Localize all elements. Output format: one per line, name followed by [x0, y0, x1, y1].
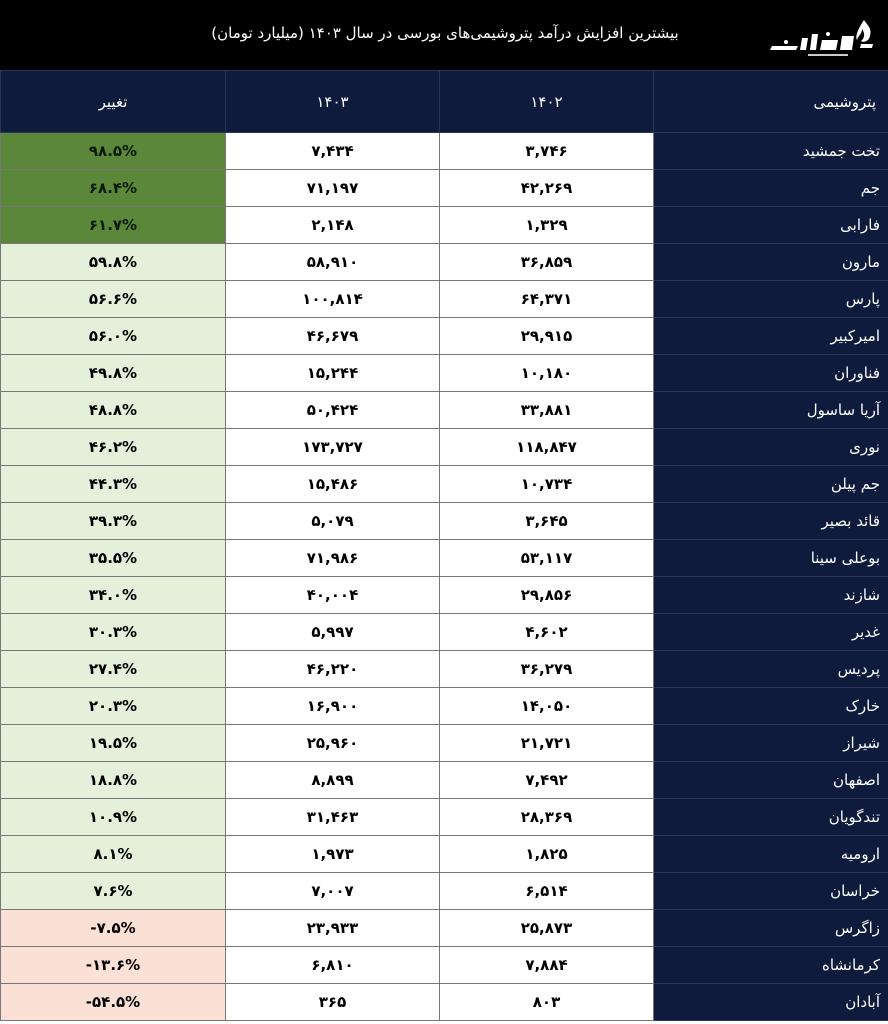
change-cell: ۳۵.۵% — [1, 540, 226, 577]
revenue-1403-cell: ۵۸,۹۱۰ — [226, 244, 440, 281]
revenue-1402-cell: ۳۶,۸۵۹ — [440, 244, 654, 281]
change-cell: ۳۹.۳% — [1, 503, 226, 540]
company-name-cell: خراسان — [654, 873, 888, 910]
column-header-1403: ۱۴۰۳ — [226, 71, 440, 133]
company-name-cell: اصفهان — [654, 762, 888, 799]
revenue-1402-cell: ۷,۴۹۲ — [440, 762, 654, 799]
change-cell: ۶۱.۷% — [1, 207, 226, 244]
revenue-1403-cell: ۵,۰۷۹ — [226, 503, 440, 540]
column-header-1402: ۱۴۰۲ — [440, 71, 654, 133]
table-row — [1, 799, 888, 836]
page-title: بیشترین افزایش درآمد پتروشیمی‌های بورسی در سال ۱۴۰۳ (میلیارد تومان) — [211, 24, 679, 42]
table-row — [1, 503, 888, 540]
company-name-cell: شیراز — [654, 725, 888, 762]
change-cell: ۴۸.۸% — [1, 392, 226, 429]
revenue-1403-cell: ۷,۰۰۷ — [226, 873, 440, 910]
company-name-cell: کرمانشاه — [654, 947, 888, 984]
company-name-cell: جم پیلن — [654, 466, 888, 503]
change-cell: ۱۹.۵% — [1, 725, 226, 762]
table-row — [1, 392, 888, 429]
company-name-cell: فارابی — [654, 207, 888, 244]
company-name-cell: پارس — [654, 281, 888, 318]
company-name-cell: شازند — [654, 577, 888, 614]
revenue-1403-cell: ۱۵,۲۴۴ — [226, 355, 440, 392]
revenue-1403-cell: ۴۰,۰۰۴ — [226, 577, 440, 614]
table-row — [1, 984, 888, 1021]
table-row — [1, 466, 888, 503]
table-row — [1, 762, 888, 799]
revenue-1403-cell: ۱۷۳,۷۲۷ — [226, 429, 440, 466]
table-row — [1, 355, 888, 392]
revenue-1402-cell: ۳۶,۲۷۹ — [440, 651, 654, 688]
revenue-1402-cell: ۲۹,۹۱۵ — [440, 318, 654, 355]
change-cell: ۵۶.۶% — [1, 281, 226, 318]
change-cell: ۲۷.۴% — [1, 651, 226, 688]
revenue-1402-cell: ۵۳,۱۱۷ — [440, 540, 654, 577]
revenue-1403-cell: ۶,۸۱۰ — [226, 947, 440, 984]
energy-press-logo — [768, 14, 878, 62]
title-bar — [0, 0, 888, 70]
company-name-cell: زاگرس — [654, 910, 888, 947]
company-name-cell: تخت جمشید — [654, 133, 888, 170]
revenue-table — [0, 70, 888, 1021]
revenue-1402-cell: ۱,۳۲۹ — [440, 207, 654, 244]
revenue-1402-cell: ۲۱,۷۲۱ — [440, 725, 654, 762]
revenue-1402-cell: ۱,۸۲۵ — [440, 836, 654, 873]
company-name-cell: فناوران — [654, 355, 888, 392]
revenue-1403-cell: ۱۵,۴۸۶ — [226, 466, 440, 503]
change-cell: ۵۶.۰% — [1, 318, 226, 355]
change-cell: ۹۸.۵% — [1, 133, 226, 170]
revenue-1403-cell: ۱۰۰,۸۱۴ — [226, 281, 440, 318]
revenue-1402-cell: ۲۹,۸۵۶ — [440, 577, 654, 614]
table-row — [1, 651, 888, 688]
revenue-1402-cell: ۴۲,۲۶۹ — [440, 170, 654, 207]
change-cell: ۴۹.۸% — [1, 355, 226, 392]
change-cell: ۵۹.۸% — [1, 244, 226, 281]
change-cell: ۳۴.۰% — [1, 577, 226, 614]
revenue-1403-cell: ۳۱,۴۶۳ — [226, 799, 440, 836]
revenue-1403-cell: ۵۰,۴۲۴ — [226, 392, 440, 429]
revenue-1403-cell: ۴۶,۲۲۰ — [226, 651, 440, 688]
column-header-change: تغییر — [1, 71, 226, 133]
table-row — [1, 873, 888, 910]
table-row — [1, 688, 888, 725]
revenue-1403-cell: ۷۱,۹۸۶ — [226, 540, 440, 577]
change-cell: ۲۰.۳% — [1, 688, 226, 725]
table-body — [1, 133, 888, 1021]
table-row — [1, 614, 888, 651]
company-name-cell: خارک — [654, 688, 888, 725]
table-row — [1, 429, 888, 466]
company-name-cell: ارومیه — [654, 836, 888, 873]
revenue-1403-cell: ۲,۱۴۸ — [226, 207, 440, 244]
revenue-1403-cell: ۸,۸۹۹ — [226, 762, 440, 799]
change-cell: ۳۰.۳% — [1, 614, 226, 651]
revenue-1402-cell: ۷,۸۸۴ — [440, 947, 654, 984]
revenue-1403-cell: ۷,۴۳۴ — [226, 133, 440, 170]
change-cell: ۷.۶% — [1, 873, 226, 910]
change-cell: ۴۶.۲% — [1, 429, 226, 466]
revenue-1402-cell: ۶,۵۱۴ — [440, 873, 654, 910]
change-cell: ۸.۱% — [1, 836, 226, 873]
company-name-cell: بوعلی سینا — [654, 540, 888, 577]
revenue-1403-cell: ۵,۹۹۷ — [226, 614, 440, 651]
table-header-row — [1, 71, 888, 133]
company-name-cell: غدیر — [654, 614, 888, 651]
revenue-1403-cell: ۲۳,۹۳۳ — [226, 910, 440, 947]
change-cell: ۱۰.۹% — [1, 799, 226, 836]
revenue-1403-cell: ۱۶,۹۰۰ — [226, 688, 440, 725]
table-row — [1, 207, 888, 244]
revenue-1403-cell: ۳۶۵ — [226, 984, 440, 1021]
revenue-1402-cell: ۱۰,۷۳۴ — [440, 466, 654, 503]
company-name-cell: تندگویان — [654, 799, 888, 836]
revenue-1402-cell: ۳۳,۸۸۱ — [440, 392, 654, 429]
revenue-1402-cell: ۶۴,۳۷۱ — [440, 281, 654, 318]
table-row — [1, 725, 888, 762]
revenue-1403-cell: ۲۵,۹۶۰ — [226, 725, 440, 762]
revenue-1403-cell: ۷۱,۱۹۷ — [226, 170, 440, 207]
table-row — [1, 947, 888, 984]
revenue-1402-cell: ۴,۶۰۲ — [440, 614, 654, 651]
change-cell: -۷.۵% — [1, 910, 226, 947]
table-row — [1, 170, 888, 207]
logo-mark-icon — [768, 14, 878, 62]
company-name-cell: پردیس — [654, 651, 888, 688]
table-row — [1, 244, 888, 281]
company-name-cell: امیرکبیر — [654, 318, 888, 355]
table-row — [1, 540, 888, 577]
table-row — [1, 577, 888, 614]
company-name-cell: آریا ساسول — [654, 392, 888, 429]
revenue-1402-cell: ۱۱۸,۸۴۷ — [440, 429, 654, 466]
table-row — [1, 133, 888, 170]
change-cell: -۵۴.۵% — [1, 984, 226, 1021]
revenue-1402-cell: ۳,۶۴۵ — [440, 503, 654, 540]
column-header-company: پتروشیمی — [654, 71, 888, 133]
revenue-1403-cell: ۱,۹۷۳ — [226, 836, 440, 873]
table-row — [1, 281, 888, 318]
change-cell: ۴۴.۳% — [1, 466, 226, 503]
revenue-1403-cell: ۴۶,۶۷۹ — [226, 318, 440, 355]
revenue-1402-cell: ۳,۷۴۶ — [440, 133, 654, 170]
company-name-cell: آبادان — [654, 984, 888, 1021]
change-cell: ۶۸.۴% — [1, 170, 226, 207]
revenue-1402-cell: ۸۰۳ — [440, 984, 654, 1021]
revenue-1402-cell: ۲۵,۸۷۳ — [440, 910, 654, 947]
company-name-cell: جم — [654, 170, 888, 207]
revenue-1402-cell: ۲۸,۳۶۹ — [440, 799, 654, 836]
table-row — [1, 836, 888, 873]
change-cell: ۱۸.۸% — [1, 762, 226, 799]
revenue-1402-cell: ۱۴,۰۵۰ — [440, 688, 654, 725]
table-row — [1, 318, 888, 355]
revenue-1402-cell: ۱۰,۱۸۰ — [440, 355, 654, 392]
company-name-cell: قائد بصیر — [654, 503, 888, 540]
change-cell: -۱۳.۶% — [1, 947, 226, 984]
table-row — [1, 910, 888, 947]
company-name-cell: نوری — [654, 429, 888, 466]
company-name-cell: مارون — [654, 244, 888, 281]
